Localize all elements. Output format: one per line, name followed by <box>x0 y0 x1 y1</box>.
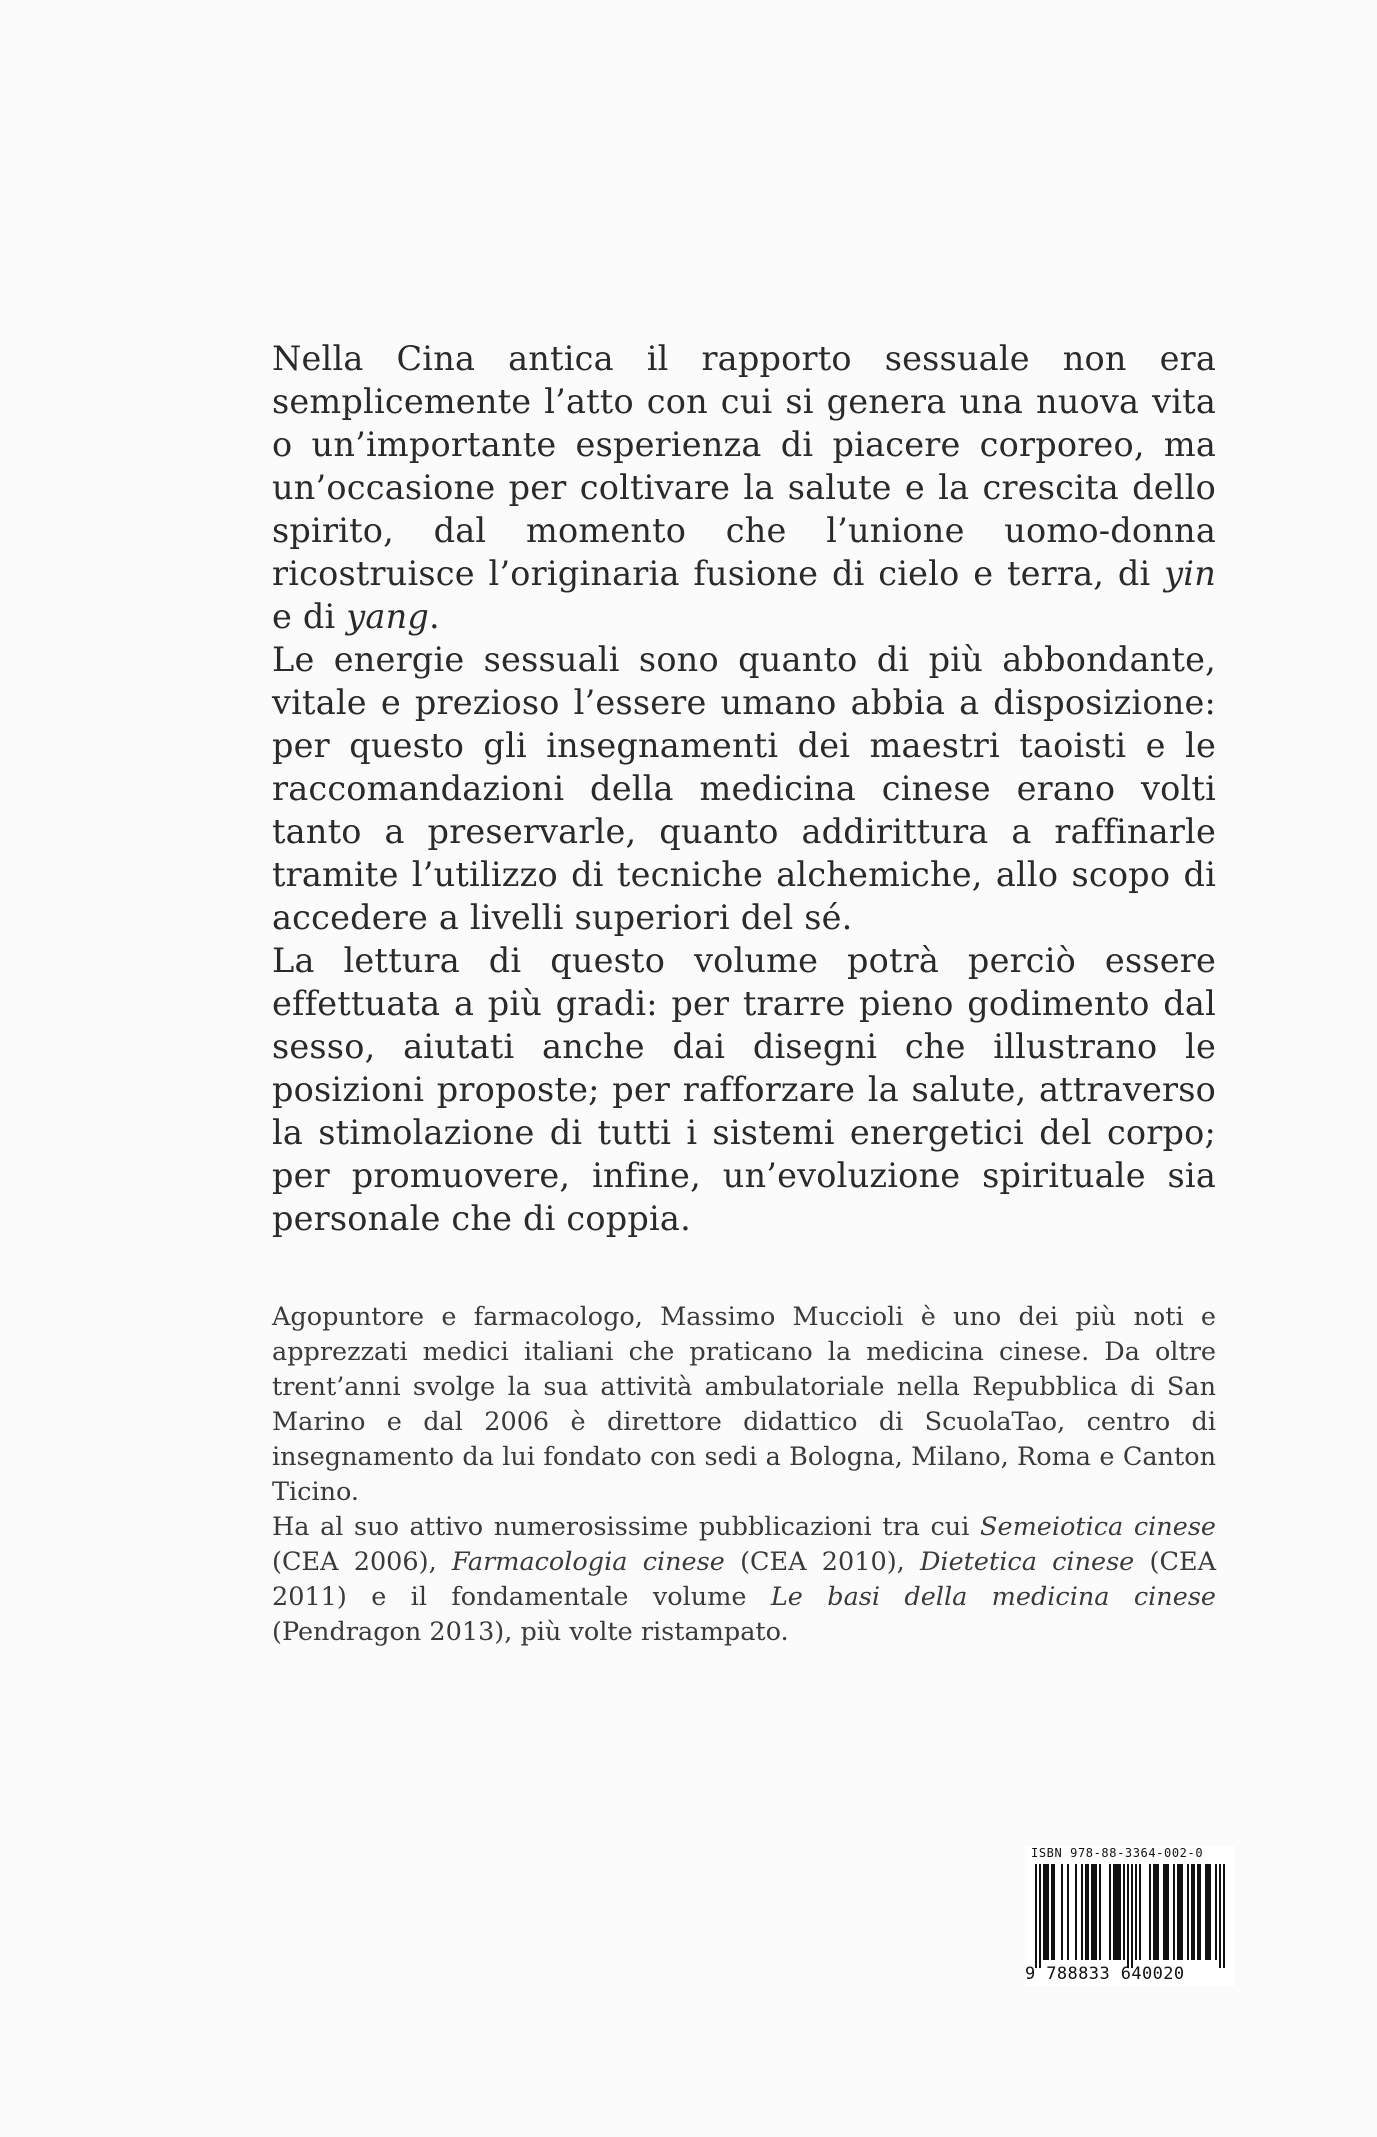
barcode-bar <box>1181 1864 1183 1960</box>
barcode-bar <box>1043 1864 1045 1960</box>
barcode-bar <box>1215 1864 1217 1960</box>
barcode-bar <box>1157 1864 1159 1960</box>
barcode-bar <box>1067 1864 1069 1960</box>
barcode-bar <box>1205 1864 1207 1960</box>
barcode-bar <box>1085 1864 1087 1960</box>
barcode-bar <box>1191 1864 1193 1960</box>
isbn-barcode <box>1025 1846 1235 1986</box>
yin-term: yin <box>1164 554 1216 593</box>
barcode-bar <box>1115 1864 1117 1960</box>
barcode-bar <box>1223 1864 1225 1968</box>
barcode-bar <box>1179 1864 1181 1960</box>
barcode-bar <box>1197 1864 1199 1960</box>
barcode-bar <box>1193 1864 1195 1960</box>
barcode-bar <box>1099 1864 1101 1960</box>
barcode-bar <box>1131 1864 1133 1968</box>
barcode-bar <box>1093 1864 1095 1960</box>
barcode-bar <box>1091 1864 1093 1960</box>
barcode-bar <box>1199 1864 1201 1960</box>
barcode-bar <box>1095 1864 1097 1960</box>
barcode-bar <box>1135 1864 1137 1960</box>
book-title: Dietetica cinese <box>919 1547 1135 1577</box>
isbn-label: ISBN 978-88-3364-002-0 <box>1031 1846 1204 1860</box>
barcode-bar <box>1177 1864 1179 1960</box>
barcode-bar <box>1061 1864 1063 1960</box>
book-title: Le basi della medicina cinese <box>770 1582 1216 1612</box>
barcode-bar <box>1187 1864 1189 1960</box>
barcode-bar <box>1039 1864 1041 1968</box>
barcode-bar <box>1207 1864 1209 1960</box>
barcode-bars-icon <box>1031 1864 1231 1968</box>
barcode-bar <box>1155 1864 1157 1960</box>
author-bio <box>272 1300 1216 1650</box>
yang-term: yang <box>346 597 429 636</box>
barcode-bar <box>1075 1864 1077 1960</box>
barcode-bar <box>1035 1864 1037 1968</box>
barcode-bar <box>1167 1864 1169 1960</box>
book-title: Farmacologia cinese <box>451 1547 725 1577</box>
blurb-paragraph-2: Le energie sessuali sono quanto di più abbondante, vitale e prezioso l’essere umano abbia a disposizione: per questo gli insegnamenti dei maestri taoisti e le raccomandazioni della medicina cinese erano volti tanto a preservarle, quanto addirittura a raffinarle tramite l’utilizzo di tecniche alchemiche, allo scopo di accedere a livelli superiori del sé. <box>272 640 1216 937</box>
barcode-bar <box>1163 1864 1165 1960</box>
bio-paragraph-2: Ha al suo attivo numerosissime pubblicazioni tra cui Semeiotica cinese (CEA 2006), Farmacologia cinese (CEA 2010), Dietetica cinese (CEA 2011) e il fondamentale volume Le basi della medicina cinese (Pendragon 2013), più volte ristampato. <box>272 1512 1216 1647</box>
blurb-paragraph-1: Nella Cina antica il rapporto sessuale non era semplicemente l’atto con cui si genera una nuova vita o un’importante esperienza di piacere corporeo, ma un’occasione per coltivare la salute e la crescita dello spirito, dal momento che l’unione uomo-donna ricostruisce l’originaria fusione di cielo e terra, di yin e di yang. <box>272 339 1216 636</box>
barcode-bar <box>1127 1864 1129 1968</box>
barcode-bar <box>1149 1864 1151 1960</box>
barcode-bar <box>1053 1864 1055 1960</box>
barcode-bar <box>1165 1864 1167 1960</box>
bio-paragraph-1: Agopuntore e farmacologo, Massimo Muccioli è uno dei più noti e apprezzati medici italiani che praticano la medicina cinese. Da oltre trent’anni svolge la sua attività ambulatoriale nella Repubblica di San Marino e dal 2006 è direttore didattico di ScuolaTao, centro di insegnamento da lui fondato con sedi a Bologna, Milano, Roma e Canton Ticino. <box>272 1302 1216 1507</box>
back-cover-blurb <box>272 337 1216 1240</box>
barcode-bar <box>1139 1864 1141 1960</box>
ean-digits: 9 788833 640020 <box>1025 1964 1185 1984</box>
barcode-bar <box>1117 1864 1119 1960</box>
barcode-bar <box>1081 1864 1083 1960</box>
barcode-bar <box>1047 1864 1049 1960</box>
barcode-bar <box>1119 1864 1121 1960</box>
barcode-bar <box>1045 1864 1047 1960</box>
barcode-bar <box>1051 1864 1053 1960</box>
book-title: Semeiotica cinese <box>980 1512 1216 1542</box>
barcode-bar <box>1219 1864 1221 1968</box>
barcode-bar <box>1087 1864 1089 1960</box>
barcode-bar <box>1109 1864 1111 1960</box>
barcode-bar <box>1123 1864 1125 1960</box>
barcode-bar <box>1153 1864 1155 1960</box>
barcode-bar <box>1209 1864 1211 1960</box>
barcode-bar <box>1173 1864 1175 1960</box>
barcode-bar <box>1113 1864 1115 1960</box>
blurb-paragraph-3: La lettura di questo volume potrà perciò essere effettuata a più gradi: per trarre pieno godimento dal sesso, aiutati anche dai disegni che illustrano le posizioni proposte; per rafforzare la salute, attraverso la stimolazione di tutti i sistemi energetici del corpo; per promuovere, infine, un’evoluzione spirituale sia personale che di coppia. <box>272 941 1216 1238</box>
